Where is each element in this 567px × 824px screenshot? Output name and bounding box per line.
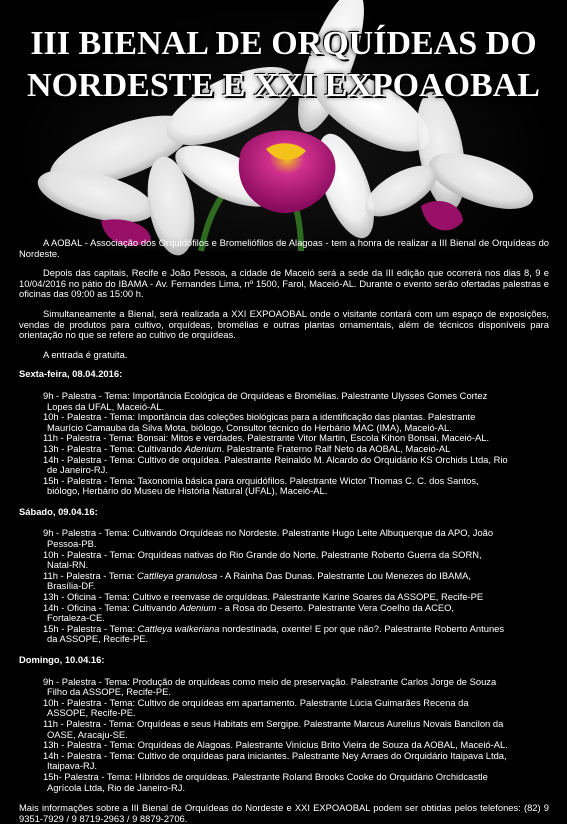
schedule-item-text-pre: 14h - Oficina - Tema: Cultivando [43,601,180,613]
schedule-item-line: 9h - Palestra - Tema: Cultivando Orquídeas no Nordeste. Palestrante Hugo Leite Albuquerque da APO, João [43,527,494,539]
day-heading: Sábado, 09.04.16: [19,505,98,517]
contact-info: Mais informações sobre a III Bienal de Orquídeas do Nordeste e XXI EXPOAOBAL podem ser obtidas pelos telefones: (82) 9 9351-7929 / 9 8719-2963 / 9 8879-2706. [19,802,549,824]
schedule-item-line: 15h - Palestra - Tema: Taxonomia básica para orquidófilos. Palestrante Wictor Thomas C. C. dos Santos, [43,474,479,486]
schedule-item-text-post: nordestinada, oxente! E por que não?. Palestrante Roberto Antunes [219,622,505,634]
schedule-item-continuation: Fortaleza-CE. [47,612,105,624]
schedule-item [19,455,549,476]
schedule-item-line: 15h- Palestra - Tema: Híbridos de orquídeas. Palestrante Roland Brooks Cooke do Orquidário Orchidcastle [43,770,488,782]
schedule-item [19,624,549,645]
schedule-item [19,571,549,592]
schedule-item-continuation: de Janeiro-RJ. [47,464,108,476]
schedule-item [19,476,549,497]
day-schedule-list [19,677,549,794]
schedule-item [19,528,549,549]
schedule-item-text-post: - a Rosa do Deserto. Palestrante Vera Coelho da ACEO, [216,601,455,613]
schedule-item-text-pre: 13h - Palestra - Tema: Cultivando [43,442,185,454]
schedule-item-line: 14h - Palestra - Tema: Cultivo de orquídeas para iniciantes. Palestrante Ney Arraes do Orquidário Itaipava Ltda, [43,749,507,761]
schedule-item-continuation: Maurício Camauba da Silva Mota, biólogo, Consultor técnico do Herbário MAC (IMA), Maceió-AL. [47,421,452,433]
schedule-item [19,412,549,433]
title-line-2: NORDESTE E XXI EXPOAOBAL [27,67,540,104]
schedule-item [19,698,549,719]
day-heading: Domingo, 10.04.16: [19,654,105,665]
schedule-item-line: 9h - Palestra - Tema: Produção de orquídeas como meio de preservação. Palestrante Carlos Jorge de Souza [43,675,497,687]
schedule-item-continuation: da ASSOPE, Recife-PE. [47,633,149,645]
schedule-item-continuation: OASE, Aracaju-SE. [47,728,128,740]
schedule-item-line [43,603,549,614]
schedule-item-continuation: Natal-RN. [47,559,89,571]
schedule-item-text-em: Cattlleya granulosa [136,569,218,581]
schedule-item-line: 11h - Palestra - Tema: Orquídeas e seus Habitats em Sergipe. Palestrante Marcus Aurelius Novais Bancilon da [43,717,504,729]
schedule-item [19,677,549,698]
schedule-item [19,751,549,772]
schedule-item [19,719,549,740]
schedule-item-line: 9h - Palestra - Tema: Importância Ecológica de Orquídeas e Bromélias. Palestrante Ulysses Gomes Cortez [43,389,488,401]
schedule-item-line: 10h - Palestra - Tema: Importância das coleções biológicas para a identificação das plantas. Palestrante [43,411,476,423]
schedule-item-line: 13h - Palestra - Tema: Orquídeas de Alagoas. Palestrante Vinícius Brito Vieira de Souza da AOBAL, Maceió-AL. [43,739,508,751]
title-line-1: III BIENAL DE ORQUÍDEAS DO [30,25,537,62]
schedule-item-continuation: Lopes da UFAL, Maceió-AL. [47,400,165,412]
schedule-item-continuation: Filho da ASSOPE, Recife-PE. [47,686,172,698]
intro-paragraph-1: A AOBAL - Associação dos Orquidófilos e Bromeliófilos de Alagoas - tem a honra de realizar a III Bienal de Orquídeas do Nordeste. [19,237,549,259]
day-heading: Sexta-feira, 08.04.2016: [19,368,123,380]
schedule-item-continuation: Itaipava-RJ. [47,760,98,772]
schedule-item-text-post: - A Rainha Das Dunas. Palestrante Lou Menezes do IBAMA, [217,569,472,581]
poster-title [1,23,566,107]
intro-paragraph-3: Simultaneamente a Bienal, será realizada a XXI EXPOAOBAL onde o visitante contará com um espaço de exposições, vendas de produtos para cultivo, orquídeas, bromélias e outras plantas ornamentais, além de técnicos disponíveis para orientação no que se refere ao cultivo de orquídeas. [19,307,549,341]
schedule-item [19,550,549,571]
schedule-item-line [43,571,549,582]
schedule-item-line: 14h - Palestra - Tema: Cultivo de orquídea. Palestrante Reinaldo M. Alcardo do Orquidário KS Orchids Ltda, Rio [43,453,508,465]
schedule-item-line: 10h - Palestra - Tema: Cultivo de orquídeas em apartamento. Palestrante Lúcia Guimarães Recena da [43,696,469,708]
entry-notice: A entrada é gratuita. [43,348,128,360]
schedule-item-line: 10h - Palestra - Tema: Orquídeas nativas do Rio Grande do Norte. Palestrante Roberto Guerra da SORN, [43,548,482,560]
schedule-item [19,391,549,412]
schedule-item-line: 13h - Oficina - Tema: Cultivo e reenvase de orquídeas. Palestrante Karine Soares da ASSOPE, Recife-PE [43,591,484,603]
day-schedule-list [19,391,549,497]
schedule-item-continuation: biólogo, Herbário do Museu de História Natural (UFAL), Maceió-AL. [47,485,328,497]
schedule-item-text-post: . Palestrante Fraterno Ralf Neto da AOBAL, Maceió-AL [221,442,451,454]
poster-body [19,238,549,824]
schedule-item-text-pre: 11h - Palestra - Tema: [43,569,137,581]
schedule-item-text-em: Cattleya walkeriana [137,622,220,634]
schedule-item-text-em: Adenium [179,601,217,613]
schedule-item-continuation: Agrícola Ltda, Rio de Janeiro-RJ. [47,781,186,793]
schedule-item-text-em: Adenium [184,442,222,454]
schedule-item [19,444,549,455]
poster [1,1,566,824]
day-schedule-list [19,528,549,645]
schedule-item-continuation: ASSOPE, Recife-PE. [47,707,136,719]
schedule-item-line: 11h - Palestra - Tema: Bonsai: Mitos e verdades. Palestrante Vitor Martin, Escola Kihon Bonsai, Maceió-AL. [43,432,490,444]
schedule-item-line [43,444,549,455]
schedule-item-continuation: Pessoa-PB. [47,538,97,550]
schedule-item [19,603,549,624]
schedule-item-text-pre: 15h - Palestra - Tema: [43,622,138,634]
schedule-item [19,772,549,793]
schedule [19,369,549,793]
intro-paragraph-2: Depois das capitais, Recife e João Pessoa, a cidade de Maceió será a sede da III edição que ocorrerá nos dias 8, 9 e 10/04/2016 no pátio do IBAMA - Av. Fernandes Lima, nº 1500, Farol, Maceió-AL. Durante o evento serão ofertadas palestras e oficinas das 09:00 as 15:00 h. [19,267,549,300]
schedule-item-continuation: Brasília-DF. [47,580,96,592]
